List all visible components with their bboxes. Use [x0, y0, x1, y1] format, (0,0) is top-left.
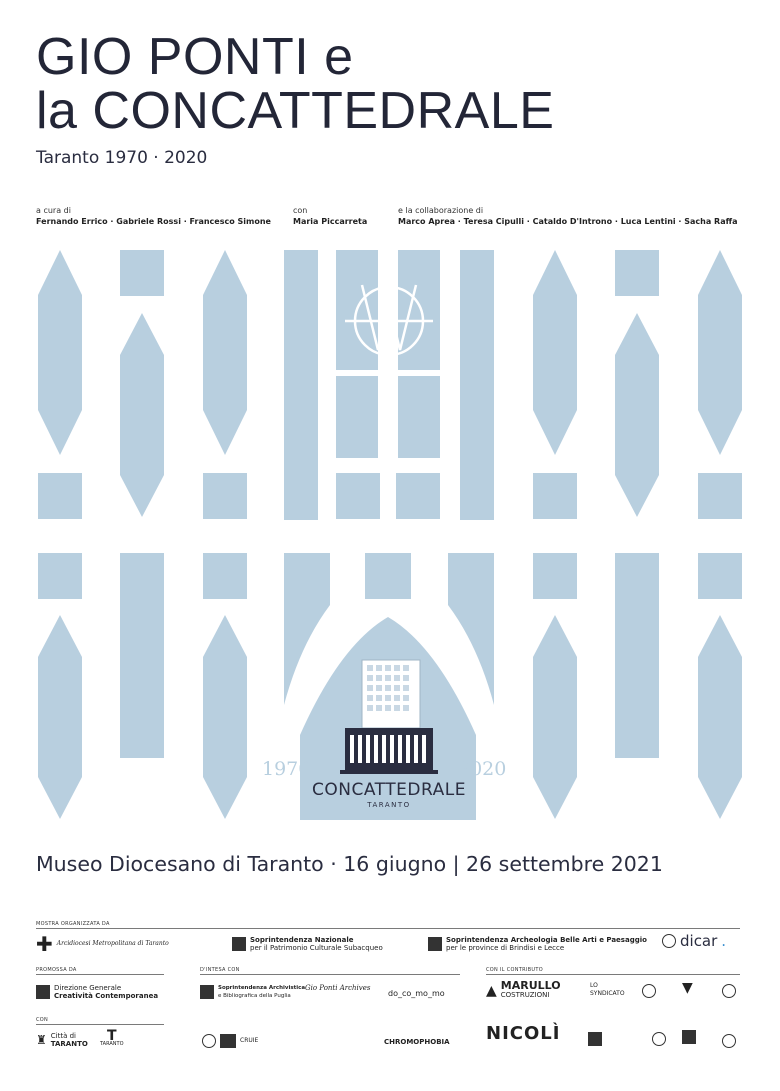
logo-gio-ponti-archives	[305, 984, 370, 992]
bar-shape	[284, 250, 318, 520]
logo-chromophobia	[384, 1038, 450, 1046]
agreement-label: D'INTESA CON	[200, 967, 240, 973]
crest-icon: ♜	[36, 1033, 47, 1047]
seal-icon	[202, 1034, 216, 1048]
logo-nicoli	[486, 1023, 561, 1044]
sp2-name: CHROMOPHOBIA	[384, 1038, 450, 1046]
t-icon: T	[106, 1028, 117, 1044]
square-shape	[203, 473, 247, 519]
square-shape	[203, 553, 247, 599]
con1-sub: COSTRUZIONI	[500, 991, 550, 999]
hexagon-shape	[698, 250, 742, 455]
credits-curated	[36, 205, 271, 227]
bar-shape	[396, 250, 440, 458]
mountain-icon: ▲	[486, 982, 497, 999]
logo-sopr-archivistica	[200, 984, 305, 1000]
facade-pattern-artwork	[0, 245, 780, 825]
divider	[486, 974, 740, 975]
agr3-name: do_co_mo_mo	[388, 989, 445, 998]
square-shape	[533, 473, 577, 519]
square-shape	[120, 250, 164, 296]
square-shape	[698, 473, 742, 519]
sp1-name: CRUIE	[240, 1037, 259, 1044]
with-names: Maria Piccarreta	[293, 217, 368, 226]
promoted-label: PROMOSSA DA	[36, 967, 77, 973]
hexagon-shape	[698, 615, 742, 819]
org3-subtitle: per le province di Brindisi e Lecce	[446, 944, 565, 952]
logo-syndicato	[590, 982, 625, 998]
credits-collab	[398, 205, 737, 227]
org4-name: dicar	[680, 932, 718, 950]
curated-label: a cura di	[36, 206, 71, 215]
cross-icon: ✚	[36, 932, 53, 956]
logo-partner-e	[652, 1032, 666, 1046]
with-label: con	[293, 206, 308, 215]
contrib-label: CON IL CONTRIBUTO	[486, 967, 543, 973]
collab-label: e la collaborazione di	[398, 206, 484, 215]
hexagon-shape	[38, 250, 82, 455]
bar-shape	[336, 250, 380, 458]
city1-line1: Città di	[50, 1032, 76, 1040]
sp3-name: NICOLÌ	[486, 1023, 561, 1044]
square-shape	[336, 473, 380, 519]
emblem-icon	[428, 937, 442, 951]
organized-label: MOSTRA ORGANIZZATA DA	[36, 921, 110, 927]
arch-shape	[448, 553, 494, 705]
agr2-name: Gio Ponti Archives	[305, 984, 371, 992]
con1-name: MARULLO	[500, 979, 561, 992]
seal-icon	[652, 1032, 666, 1046]
logo-partner-c	[722, 984, 736, 998]
logo-partner-b	[682, 980, 693, 996]
bar-shape	[460, 250, 494, 520]
poster-subtitle: Taranto 1970 · 2020	[36, 148, 208, 168]
hexagon-shape	[615, 313, 659, 517]
emblem-icon	[36, 985, 50, 999]
seal-icon	[722, 984, 736, 998]
emblem-icon	[220, 1034, 236, 1048]
square-shape	[615, 250, 659, 296]
agr1-line1: Soprintendenza Archivistica	[218, 985, 306, 991]
curated-names: Fernando Errico · Gabriele Rossi · Francesco Simone	[36, 217, 271, 226]
hexagon-shape	[203, 615, 247, 819]
square-shape	[396, 473, 440, 519]
city1-line2: TARANTO	[50, 1040, 88, 1048]
seal-icon	[642, 984, 656, 998]
hexagon-shape	[120, 313, 164, 517]
square-shape	[38, 553, 82, 599]
hexagon-shape	[38, 615, 82, 819]
logo-sponsor-icons	[202, 1034, 258, 1048]
hexagon-shape	[533, 250, 577, 455]
logo-soprintendenza-subacqueo	[232, 936, 383, 952]
emblem-icon	[232, 937, 246, 951]
title-line-2: la CONCATTEDRALE	[36, 82, 555, 140]
logo-partner-a	[642, 984, 656, 998]
org1-name: Arcidiocesi Metropolitana di Taranto	[56, 940, 169, 947]
shield-icon: ▼	[682, 980, 693, 996]
logo-dicar: dicar .	[662, 934, 726, 948]
divider	[200, 974, 460, 975]
emblem-name: CONCATTEDRALE	[312, 780, 466, 800]
logo-taranto-t	[100, 1028, 124, 1048]
collab-names: Marco Aprea · Teresa Cipulli · Cataldo D'Introno · Luca Lentini · Sacha Raffa	[398, 217, 738, 226]
prom1-line2: Creatività Contemporanea	[54, 992, 159, 1000]
logo-marullo	[486, 979, 561, 999]
poster-title	[36, 30, 554, 138]
logo-partner-f	[682, 1030, 696, 1044]
credits-with	[293, 205, 367, 227]
hexagon-shape	[533, 615, 577, 819]
bar-shape	[615, 553, 659, 758]
square-shape	[365, 553, 411, 599]
seal-icon	[662, 934, 676, 948]
square-shape	[533, 553, 577, 599]
con2-name: LO SYNDICATO	[590, 982, 625, 997]
emblem-year-start: 1970	[262, 758, 311, 780]
logo-soprintendenza-brindisi	[428, 936, 647, 952]
logo-docomomo	[388, 990, 445, 998]
divider	[36, 1024, 164, 1025]
emblem-city: TARANTO	[367, 801, 411, 809]
hexagon-shape	[203, 250, 247, 455]
square-shape	[38, 473, 82, 519]
with2-label: CON	[36, 1017, 49, 1023]
square-shape	[698, 553, 742, 599]
divider	[36, 974, 164, 975]
arch-shape	[284, 553, 330, 705]
org2-title: Soprintendenza Nazionale	[250, 936, 354, 944]
logo-partner-g	[722, 1034, 736, 1048]
logo-citta-taranto	[36, 1032, 88, 1048]
emblem-icon	[588, 1032, 602, 1046]
bar-shape	[120, 553, 164, 758]
logo-partner-d	[588, 1032, 602, 1046]
logo-direzione-generale	[36, 984, 158, 1000]
logo-arcidiocesi	[36, 932, 169, 956]
org3-title: Soprintendenza Archeologia Belle Arti e Paesaggio	[446, 936, 647, 944]
venue-dates: Museo Diocesano di Taranto · 16 giugno | 26 settembre 2021	[36, 852, 663, 876]
title-line-1: GIO PONTI e	[36, 28, 354, 86]
city2-name: TARANTO	[100, 1041, 124, 1047]
emblem-year-end: 2020	[458, 758, 507, 780]
seal-icon	[722, 1034, 736, 1048]
emblem-icon	[682, 1030, 696, 1044]
org2-subtitle: per il Patrimonio Culturale Subacqueo	[250, 944, 383, 952]
emblem-icon	[200, 985, 214, 999]
prom1-line1: Direzione Generale	[54, 984, 122, 992]
agr1-line2: e Bibliografica della Puglia	[218, 993, 291, 999]
divider	[36, 928, 740, 929]
